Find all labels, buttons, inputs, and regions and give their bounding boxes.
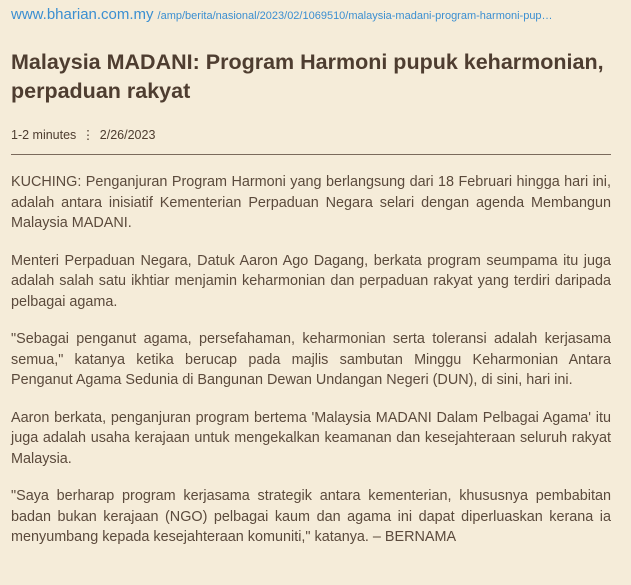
read-time: 1-2 minutes bbox=[11, 128, 77, 142]
paragraph: Aaron berkata, penganjuran program bertema 'Malaysia MADANI Dalam Pelbagai Agama' itu juga adalah usaha kerajaan untuk mengekalkan keamanan dan kesejahteraan seluruh rakyat Malaysia. bbox=[11, 409, 611, 467]
publish-date: 2/26/2023 bbox=[99, 128, 156, 142]
article-meta bbox=[11, 127, 155, 142]
paragraph: "Saya berharap program kerjasama strategik antara kementerian, khususnya pembabitan badan bukan kerajaan (NGO) pelbagai kaum dan agama ini dapat diperluaskan kerana ia menyumbang kepada kesejahteraan komuniti," katanya. – BERNAMA bbox=[11, 488, 611, 545]
paragraph: "Sebagai penganut agama, persefahaman, keharmonian serta toleransi adalah kerjasama semua," katanya ketika berucap pada majlis sambutan Minggu Keharmonian Antara Penganut Agama Sedunia di Bangunan Dewan Undangan Negeri (DUN), di sini, hari ini. bbox=[11, 331, 611, 388]
url-path[interactable]: /amp/berita/nasional/2023/02/1069510/malaysia-madani-program-harmoni-pup… bbox=[157, 10, 553, 22]
paragraph: Menteri Perpaduan Negara, Datuk Aaron Ago Dagang, berkata program seumpama itu juga adalah salah satu ikhtiar menjamin keharmonian dan perpaduan rakyat yang terdiri daripada pelbagai agama. bbox=[11, 252, 611, 310]
source-url[interactable] bbox=[11, 6, 621, 24]
article-title: Malaysia MADANI: Program Harmoni pupuk keharmonian, perpaduan rakyat bbox=[11, 50, 604, 103]
header-divider bbox=[11, 154, 611, 155]
paragraph: KUCHING: Penganjuran Program Harmoni yang berlangsung dari 18 Februari hingga hari ini, adalah antara inisiatif Kementerian Perpaduan Negara selari dengan agenda Membangun Malaysia MADANI. bbox=[11, 174, 611, 231]
article-body bbox=[11, 172, 611, 565]
meta-separator: ⋮ bbox=[81, 128, 95, 142]
url-domain[interactable]: www.bharian.com.my bbox=[11, 6, 154, 23]
